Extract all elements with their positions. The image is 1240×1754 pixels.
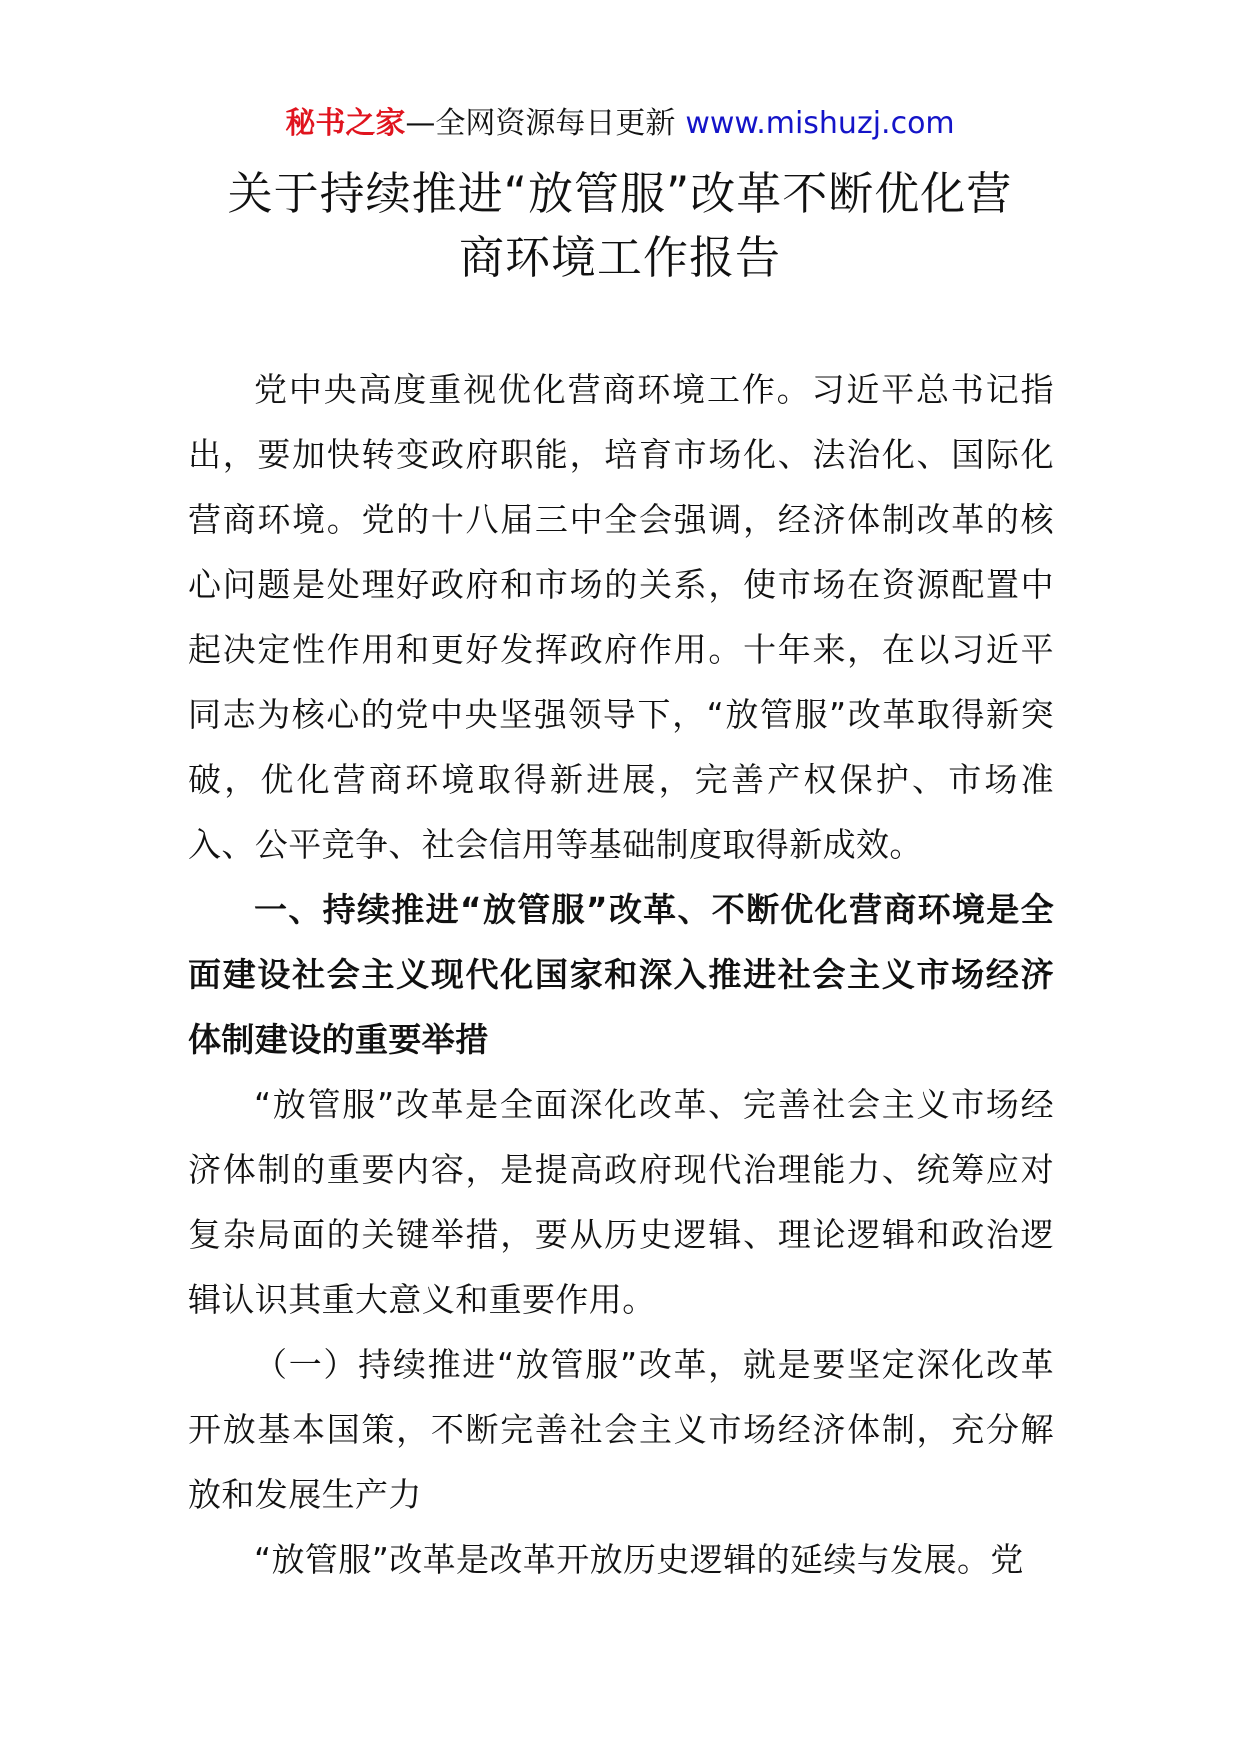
document-title xyxy=(150,162,1090,290)
section-heading-1: 一、持续推进“放管服”改革、不断优化营商环境是全面建设社会主义现代化国家和深入推进社会主义市场经济体制建设的重要举措 xyxy=(188,890,1054,1059)
document-title-line-2: 商环境工作报告 xyxy=(458,231,781,284)
site-brand: 秘书之家 xyxy=(285,106,406,141)
site-header xyxy=(0,100,1240,148)
subsection-heading-1: （一）持续推进“放管服”改革，就是要坚定深化改革开放基本国策，不断完善社会主义市场经济体制，充分解放和发展生产力 xyxy=(188,1345,1054,1514)
site-tagline: —全网资源每日更新 xyxy=(405,106,676,141)
subsection-1-paragraph: “放管服”改革是改革开放历史逻辑的延续与发展。党 xyxy=(254,1540,1024,1579)
site-url-link[interactable]: www.mishuzj.com xyxy=(685,106,955,141)
document-body xyxy=(188,357,1054,1592)
section-1-paragraph: “放管服”改革是全面深化改革、完善社会主义市场经济体制的重要内容，是提高政府现代治理能力、统筹应对复杂局面的关键举措，要从历史逻辑、理论逻辑和政治逻辑认识其重大意义和重要作用。 xyxy=(188,1085,1054,1319)
document-title-line-1: 关于持续推进“放管服”改革不断优化营 xyxy=(227,167,1013,220)
intro-paragraph: 党中央高度重视优化营商环境工作。习近平总书记指出，要加快转变政府职能，培育市场化、法治化、国际化营商环境。党的十八届三中全会强调，经济体制改革的核心问题是处理好政府和市场的关系，使市场在资源配置中起决定性作用和更好发挥政府作用。十年来，在以习近平同志为核心的党中央坚强领导下，“放管服”改革取得新突破，优化营商环境取得新进展，完善产权保护、市场准入、公平竞争、社会信用等基础制度取得新成效。 xyxy=(188,370,1054,864)
